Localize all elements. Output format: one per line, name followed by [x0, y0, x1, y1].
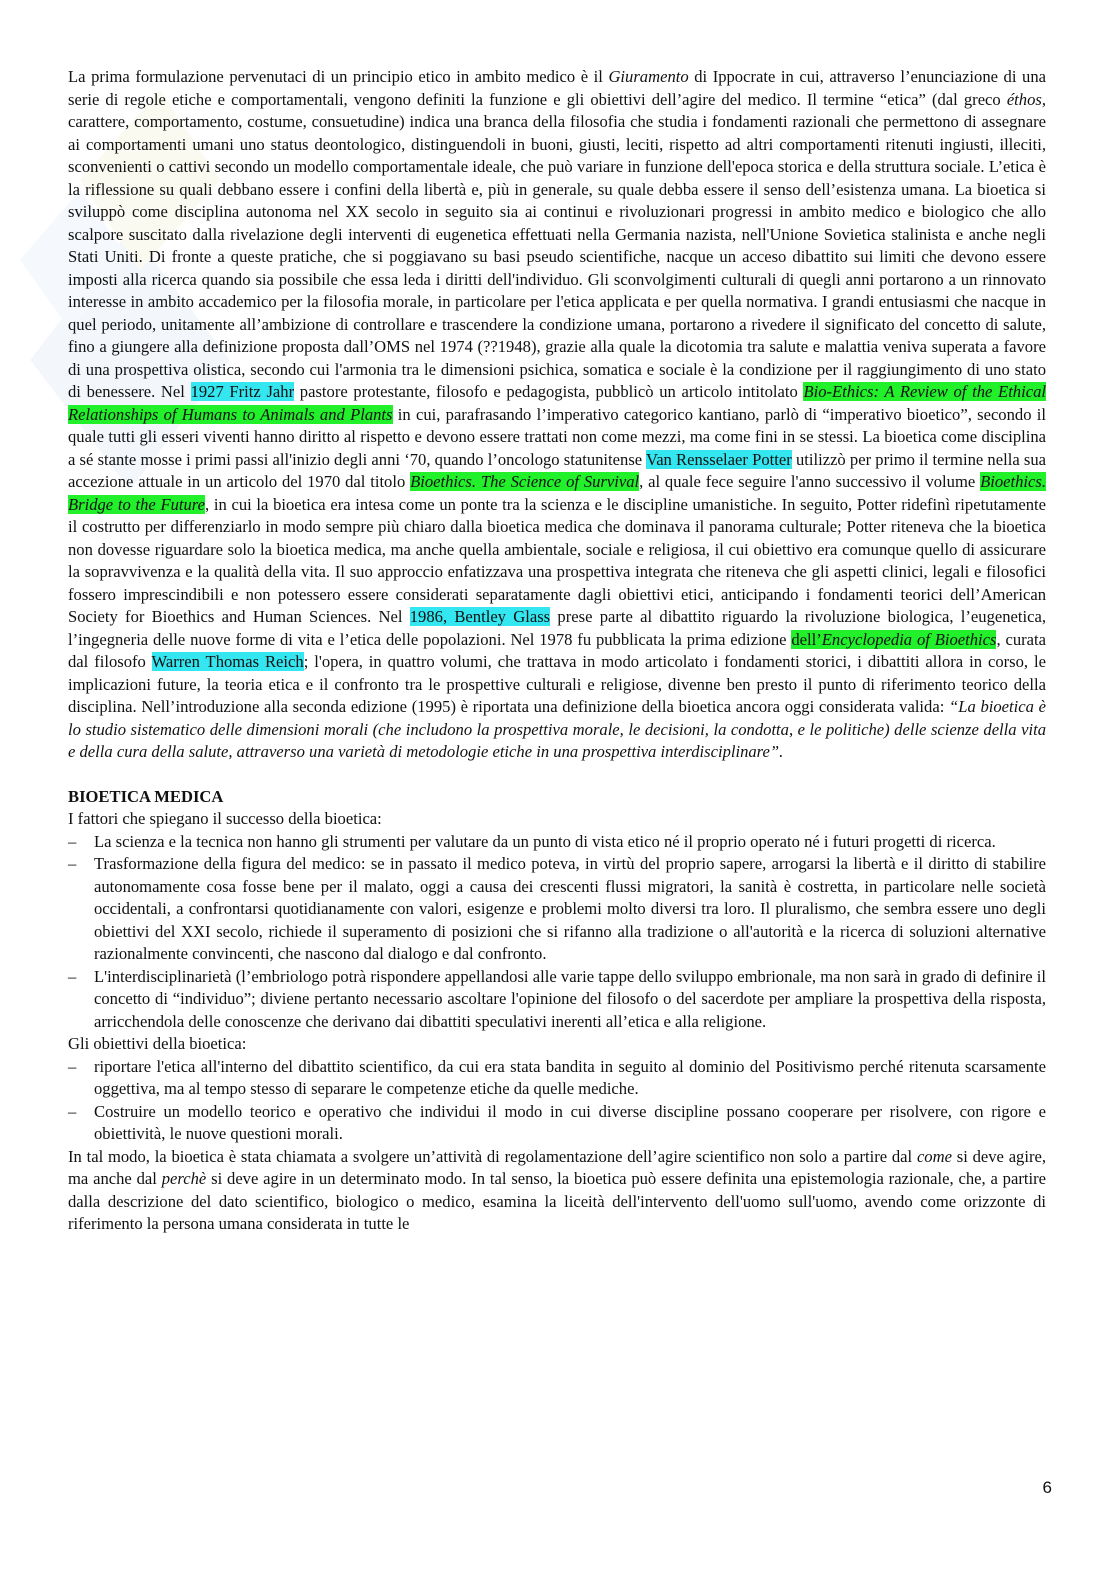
highlight-encyclopedia: Encyclopedia of Bioethics	[821, 629, 997, 649]
list-item: – Trasformazione della figura del medico: se in passato il medico poteva, in virtù del proprio sapere, arrogarsi la libertà e il diritto di stabilire autonomamente cosa fosse bene per il malato, oggi a causa dei crescenti flussi migratori, la sanità è costretta, in particolare nelle società occidentali, a confrontarsi quotidianamente con valori, esigenze e problemi molto diversi tra loro. Il pluralismo, che sembra essere uno degli obiettivi del XXI secolo, richiede il superamento di posizioni che si rifanno alla tradizione o all'autorità e la ricerca di soluzioni alternative razionalmente convincenti, che nascono dal dialogo e dal confronto.	[68, 853, 1046, 966]
definition-quote: “La bioetica è lo studio sistematico delle dimensioni morali (che includono la prospettiva morale, le decisioni, la condotta, e le politiche) delle scienze della vita e della cura della salute, attraverso una varietà di metodologie etiche in una prospettiva interdisciplinare”.	[68, 697, 1046, 761]
list-item: – La scienza e la tecnica non hanno gli strumenti per valutare da un punto di vista etico né il proprio operato né i futuri progetti di ricerca.	[68, 831, 1046, 854]
page-content	[68, 66, 1046, 1236]
highlight-reich: Warren Thomas Reich	[151, 652, 304, 671]
closing-paragraph: In tal modo, la bioetica è stata chiamata a svolgere un’attività di regolamentazione dell’agire scientifico non solo a partire dal come si deve agire, ma anche dal perchè si deve agire in un determinato modo. In tal senso, la bioetica può essere definita una epistemologia razionale, che, a partire dalla descrizione del dato scientifico, biologico o medico, esamina la liceità dell'intervento dell'uomo sull'uomo, avendo come orizzonte di riferimento la persona umana considerata in tutte le	[68, 1146, 1046, 1233]
giuramento-term: Giuramento	[608, 67, 689, 86]
highlight-fritz-jahr: 1927 Fritz Jahr	[190, 382, 295, 401]
ethos-term: éthos	[1006, 89, 1042, 109]
page-number: 6	[1042, 1478, 1052, 1497]
highlight-science-of-survival: Bioethics. The Science of Survival	[410, 472, 640, 491]
section-heading: BIOETICA MEDICA	[68, 786, 224, 806]
highlight-bioethics-title: Bio-Ethics: A Review of the Ethical Relationships of Humans to Animals and Plants	[68, 382, 1046, 424]
factors-list	[68, 831, 1046, 1034]
highlight-potter: Van Rensselaer Potter	[646, 449, 792, 469]
highlight-dell: dell’	[791, 629, 822, 649]
intro-paragraph: La prima formulazione pervenutaci di un principio etico in ambito medico è il Giuramento di Ippocrate in cui, attraverso l’enunciazione di una serie di regole etiche e comportamentali, vengono definiti la funzione e gli obiettivi dell’agire del medico. Il termine “etica” (dal greco éthos, carattere, comportamento, costume, consuetudine) indica una branca della filosofia che studia i fondamenti razionali che permettono di assegnare ai comportamenti umani uno status deontologico, distinguendoli in buoni, giusti, leciti, rispetto ad altri comportamenti ritenuti ingiusti, illeciti, sconvenienti o cattivi secondo un modello comportamentale ideale, che può variare in funzione dell'epoca storica e della struttura sociale. L’etica è la riflessione su quali debbano essere i confini della libertà e, più in generale, su quale debba essere il senso dell’esistenza umana. La bioetica si sviluppò come disciplina autonoma nel XX secolo in seguito sia ai continui e rivoluzionari progressi in ambito medico e biologico che allo scalpore suscitato dalla rivelazione degli interventi di eugenetica effettuati nella Germania nazista, nell'Unione Sovietica stalinista e anche negli Stati Uniti. Di fronte a queste pratiche, che si poggiavano su basi pseudo scientifiche, nacque un acceso dibattito sui limiti che devono essere imposti alla ricerca quando sia possibile che essa leda i diritti dell'individuo. Gli sconvolgimenti culturali di quegli anni portarono a un rinnovato interesse in ambito accademico per la filosofia morale, in particolare per l'etica applicata e per quella normativa. I grandi entusiasmi che nacque in quel periodo, unitamente all’ambizione di controllare e trascendere la condizione umana, portarono a rivedere il significato del concetto di salute, fino a giungere alla definizione proposta dall’OMS nel 1974 (??1948), grazie alla quale la dicotomia tra salute e malattia veniva superata a favore di una prospettiva olistica, secondo cui l'armonia tra le dimensioni psichica, somatica e sociale è la condizione per il raggiungimento di uno stato di benessere. Nel 1927 Fritz Jahr pastore protestante, filosofo e pedagogista, pubblicò un articolo intitolato Bio-Ethics: A Review of the Ethical Relationships of Humans to Animals and Plants in cui, parafrasando l’imperativo categorico kantiano, parlò di “imperativo bioetico”, secondo il quale tutti gli esseri viventi hanno diritto al rispetto e devono essere trattati non come mezzi, ma come fini in se stessi. La bioetica come disciplina a sé stante mosse i primi passi all'inizio degli anni ‘70, quando l’oncologo statunitense Van Rensselaer Potter utilizzò per primo il termine nella sua accezione attuale in un articolo del 1970 dal titolo Bioethics. The Science of Survival, al quale fece seguire l'anno successivo il volume Bioethics. Bridge to the Future, in cui la bioetica era intesa come un ponte tra la scienza e le discipline umanistiche. In seguito, Potter ridefinì ripetutamente il costrutto per differenziarlo in modo sempre più chiaro dalla bioetica medica che dominava il panorama culturale; Potter riteneva che la bioetica non dovesse riguardare solo la bioetica medica, ma anche quella ambientale, sociale e religiosa, il cui obiettivo era comunque quello di assicurare la sopravvivenza e la qualità della vita. Il suo approccio enfatizzava una prospettiva integrata che riteneva che gli aspetti clinici, legali e filosofici fossero imprescindibili e non potessero essere considerati separatamente dagli obiettivi etici, anticipando i fondamenti teorici dell’American Society for Bioethics and Human Sciences. Nel 1986, Bentley Glass prese parte al dibattito riguardo la rivoluzione biologica, l’eugenetica, l’ingegneria delle nuove forme di vita e l’etica delle popolazioni. Nel 1978 fu pubblicata la prima edizione dell’Encyclopedia of Bioethics, curata dal filosofo Warren Thomas Reich; l'opera, in quattro volumi, che trattava in modo articolato i fondamenti storici, i dibattiti allora in corso, le implicazioni future, la teoria etica e il confronto tra le prospettive culturali e religiose, divenne ben presto il punto di riferimento teorico della disciplina. Nell’introduzione alla seconda edizione (1995) è riportata una definizione della bioetica ancora oggi considerata valida: “La bioetica è lo studio sistematico delle dimensioni morali (che includono la prospettiva morale, le decisioni, la condotta, e le politiche) delle scienze della vita e della cura della salute, attraverso una varietà di metodologie etiche in una prospettiva interdisciplinare”.	[68, 67, 1047, 761]
list-item: – L'interdisciplinarietà (l’embriologo potrà rispondere appellandosi alle varie tappe dello sviluppo embrionale, ma non sarà in grado di definire il concetto di “individuo”; diviene pertanto necessario ascoltare l'opinione del filosofo o del sacerdote per ampliare la prospettiva della risposta, arricchendola delle conoscenze che derivano dai dibattiti speculativi inerenti all’etica e alla religione.	[68, 966, 1046, 1034]
goals-list	[68, 1056, 1046, 1146]
factors-intro: I fattori che spiegano il successo della bioetica:	[68, 809, 382, 828]
highlight-bridge-to-future: Bioethics. Bridge to the Future	[68, 472, 1046, 514]
come-term: come	[916, 1146, 952, 1166]
goals-intro: Gli obiettivi della bioetica:	[68, 1034, 247, 1053]
perche-term: perchè	[161, 1169, 207, 1188]
list-item: – riportare l'etica all'interno del dibattito scientifico, da cui era stata bandita in seguito al dominio del Positivismo perché ritenuta scarsamente oggettiva, ma al tempo stesso di separare le competenze etiche da quelle mediche.	[68, 1056, 1046, 1101]
highlight-bentley-glass: 1986, Bentley Glass	[409, 607, 551, 626]
list-item: – Costruire un modello teorico e operativo che individui il modo in cui diverse discipline possano cooperare per risolvere, con rigore e obiettività, le nuove questioni morali.	[68, 1101, 1046, 1146]
